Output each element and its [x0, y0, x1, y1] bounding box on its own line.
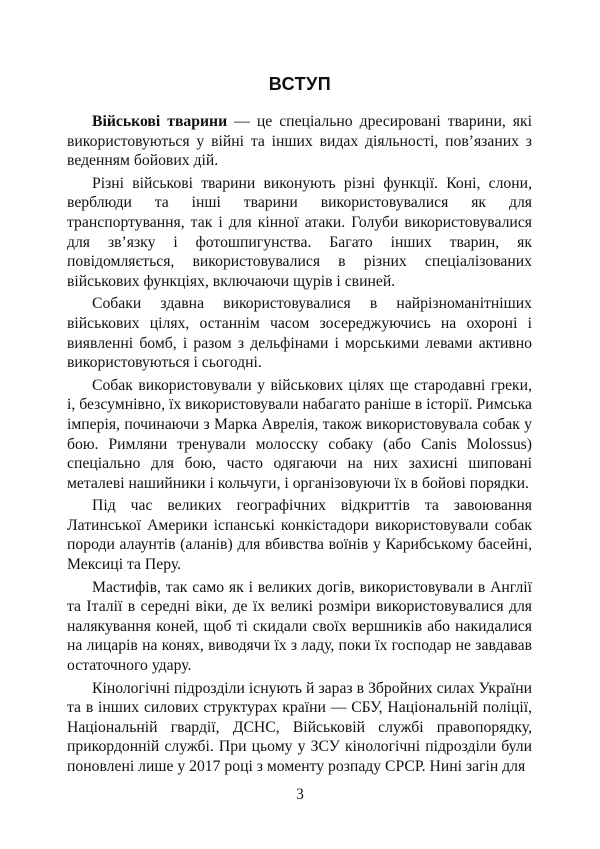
paragraph-5: Під час великих географічних відкриттів та завоювання Латинської Америки іспанські конкістадори використовували собак породи алаунтів (аланів) для вбивства воїнів у Карибському басейні, Мексиці та Перу.: [67, 497, 532, 574]
paragraph-1-text: — це спеціально дресировані тварини, які використовуються у війні та інших видах діяльності, пов’язаних з веденням бойових дій.: [67, 113, 532, 170]
page-title: ВСТУП: [268, 74, 332, 94]
body-text: [67, 112, 532, 778]
paragraph-3: Собаки здавна використовувалися в найрізноманітніших військових цілях, останнім часом зосереджуючись на охороні і виявленні бомб, і разом з дельфінами і морськими левами активно використовуються і сьогодні.: [67, 295, 532, 372]
paragraph-7: Кінологічні підрозділи існують й зараз в Збройних силах України та в інших силових структурах країни — СБУ, Національній поліції, Національній гвардії, ДСНС, Військовій службі правопорядку, прикордонній службі. При цьому у ЗСУ кінологічні підрозділи були поновлені лише у 2017 році з моменту розпаду СРСР. Нині загін для: [67, 679, 532, 775]
paragraph-6: Мастифів, так само як і великих догів, використовували в Англії та Італії в середні віки, де їх великі розміри використовувалися для налякування коней, щоб ті скидали своїх вершників або накидалися на лицарів на конях, виводячи їх з ладу, поки їх господар не завдавав остаточного удару.: [67, 578, 532, 675]
page-number: 3: [296, 786, 304, 803]
paragraph-1: [67, 112, 532, 171]
defined-term: Військові тварини: [92, 113, 228, 130]
paragraph-4: Собак використовували у військових цілях ще стародавні греки, і, безсумнівно, їх використовували набагато раніше в історії. Римська імперія, починаючи з Марка Аврелія, також використовувала собак у бою. Римляни тренували молосску собаку (або Canis Molossus) спеціально для бою, часто одягаючи на них захисні шиповані металеві нашийники і кольчуги, і організовуючи їх в бойові порядки.: [67, 376, 532, 492]
paragraph-2: Різні військові тварини виконують різні функції. Коні, слони, верблюди та інші тварини використовувалися як для транспортування, так і для кінної атаки. Голуби використовувалися для зв’язку і фотошпигунства. Багато інших тварин, як повідомляється, використовувалися в різних спеціалізованих військових функціях, включаючи щурів і свиней.: [67, 174, 532, 290]
